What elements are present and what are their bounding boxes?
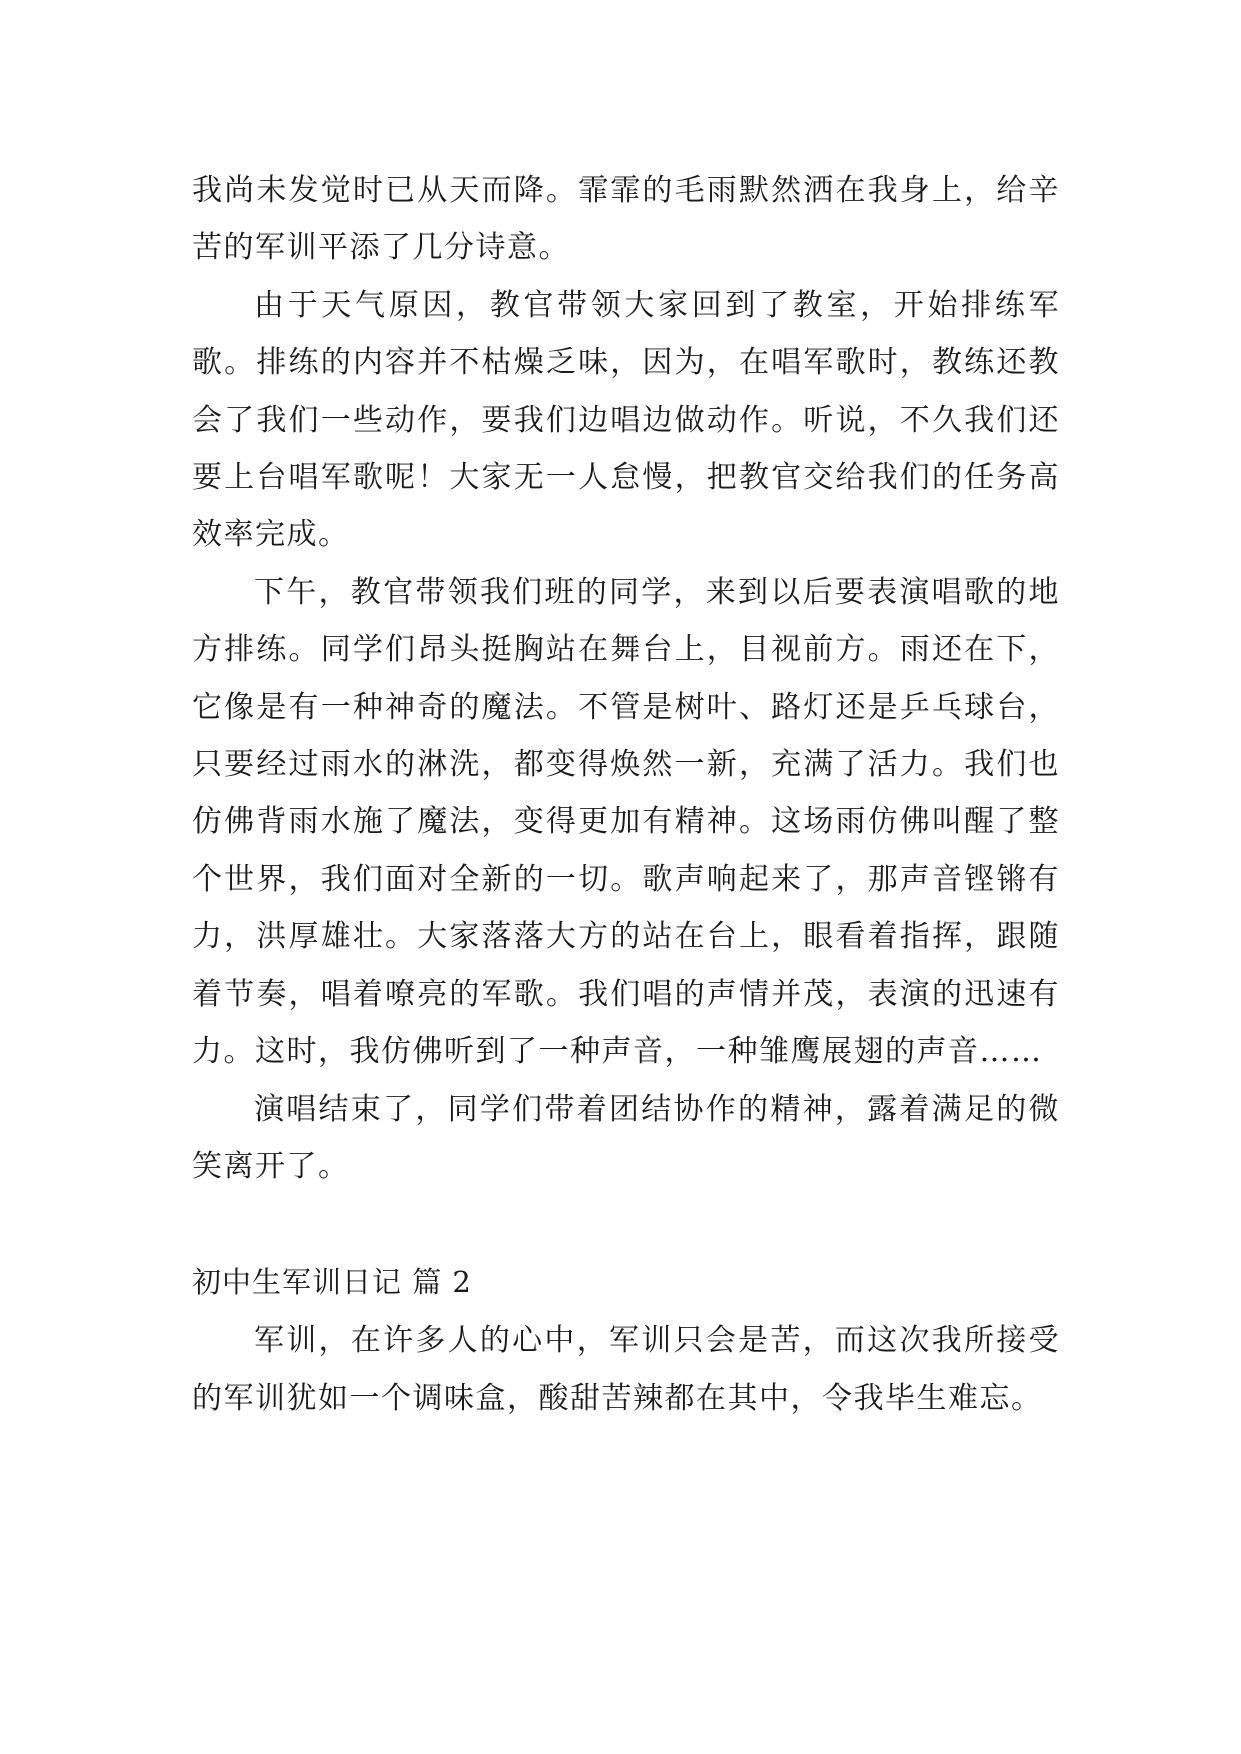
section-heading: 初中生军训日记 篇 2 bbox=[192, 1265, 472, 1300]
paragraph: 由于天气原因，教官带领大家回到了教室，开始排练军歌。排练的内容并不枯燥乏味，因为，在唱军歌时，教练还教会了我们一些动作，要我们边唱边做动作。听说，不久我们还要上台唱军歌呢！大家无一人怠慢，把教官交给我们的任务高效率完成。 bbox=[192, 287, 1060, 553]
section-spacer bbox=[192, 1195, 1060, 1252]
paragraph: 下午，教官带领我们班的同学，来到以后要表演唱歌的地方排练。同学们昂头挺胸站在舞台上，目视前方。雨还在下，它像是有一种神奇的魔法。不管是树叶、路灯还是乒乓球台，只要经过雨水的淋洗，都变得焕然一新，充满了活力。我们也仿佛背雨水施了魔法，变得更加有精神。这场雨仿佛叫醒了整个世界，我们面对全新的一切。歌声响起来了，那声音铿锵有力，洪厚雄壮。大家落落大方的站在台上，眼看着指挥，跟随着节奏，唱着嘹亮的军歌。我们唱的声情并茂，表演的迅速有力。这时，我仿佛听到了一种声音，一种雏鹰展翅的声音…… bbox=[192, 574, 1060, 1070]
paragraph: 军训，在许多人的心中，军训只会是苦，而这次我所接受的军训犹如一个调味盒，酸甜苦辣都在其中，令我毕生难忘。 bbox=[192, 1323, 1060, 1416]
document-body bbox=[192, 162, 1060, 1427]
paragraph: 演唱结束了，同学们带着团结协作的精神，露着满足的微笑离开了。 bbox=[192, 1091, 1060, 1184]
paragraph: 我尚未发觉时已从天而降。霏霏的毛雨默然洒在我身上，给辛苦的军训平添了几分诗意。 bbox=[192, 173, 1060, 266]
